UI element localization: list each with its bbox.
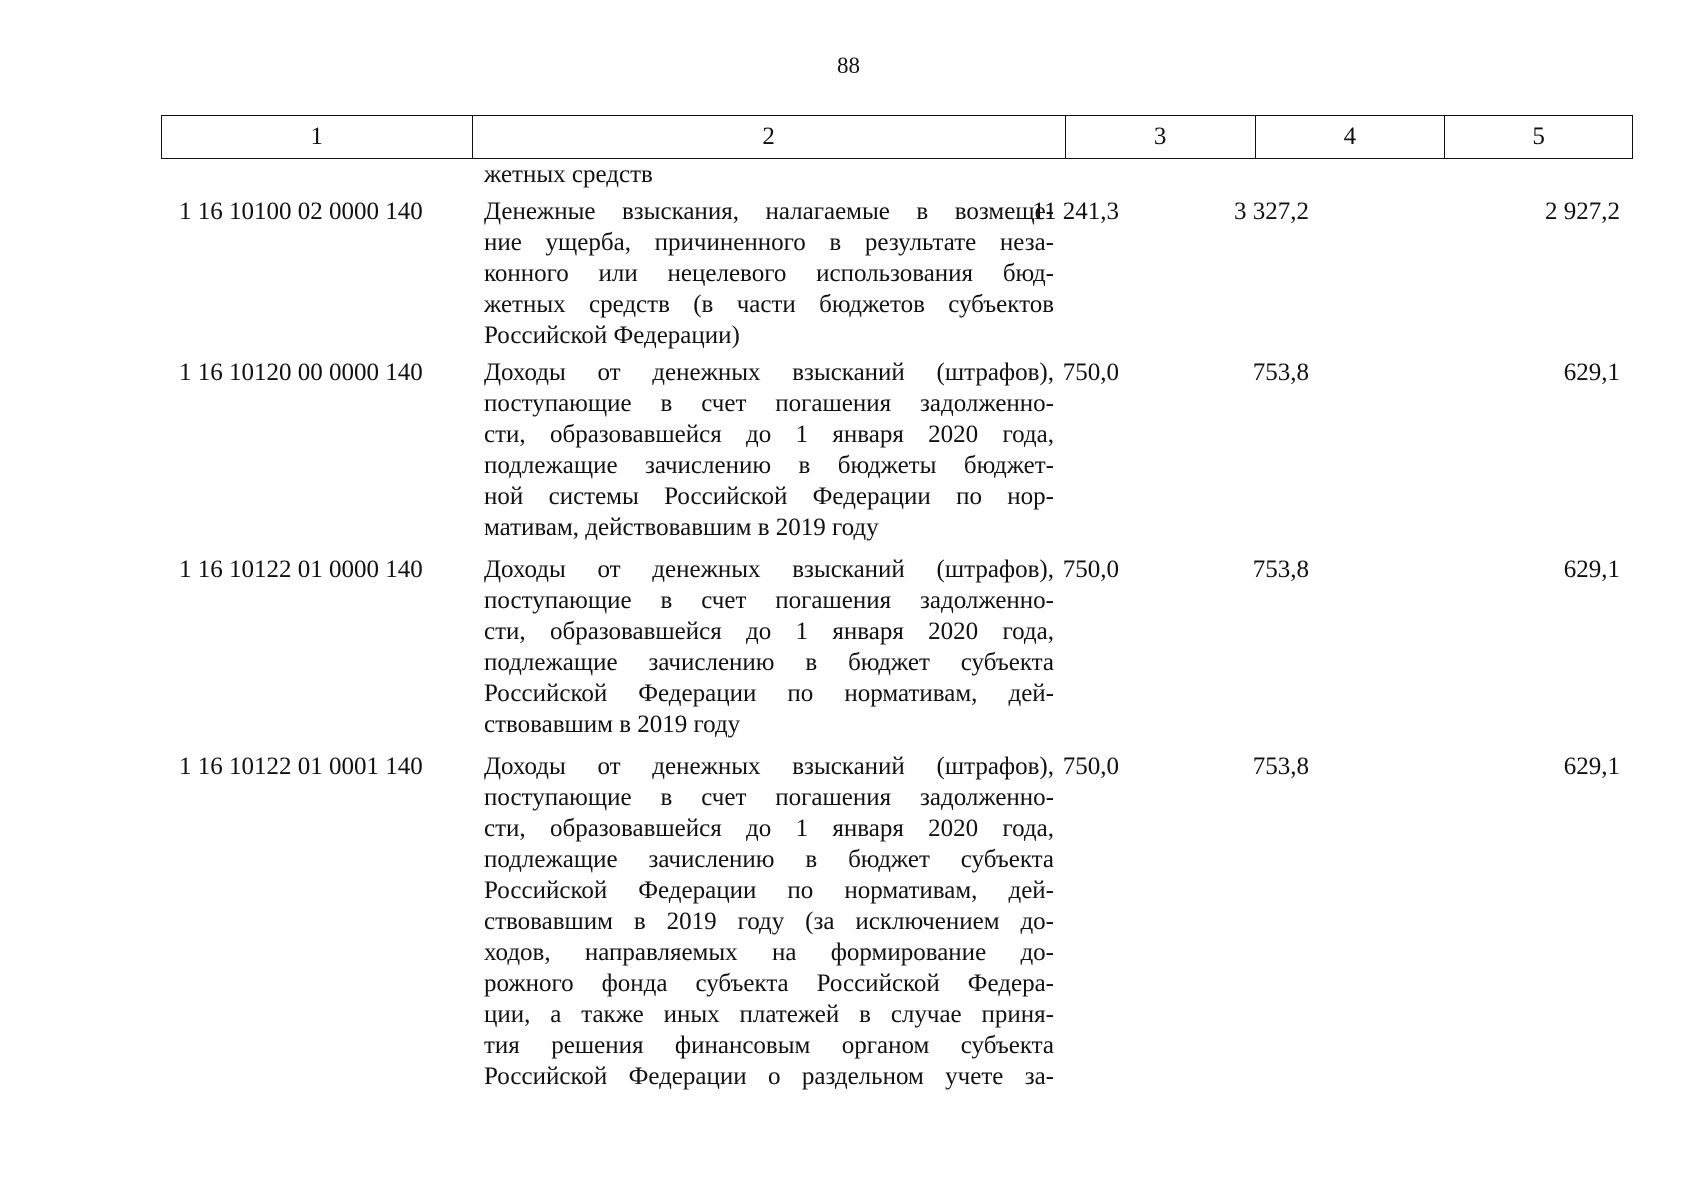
description-line: Российской Федерации о раздельном учете за- [484, 1063, 1054, 1090]
description-line: жетных средств [484, 161, 653, 188]
description-line: подлежащие зачислению в бюджеты бюджет- [484, 452, 1054, 479]
description-line: поступающие в счет погашения задолженно- [484, 390, 1054, 417]
value-col-5: 629,1 [1563, 359, 1620, 386]
description-line: рожного фонда субъекта Российской Федера- [484, 970, 1054, 997]
budget-code: 1 16 10120 00 0000 140 [179, 359, 423, 386]
row-description [484, 554, 1054, 740]
description-line: тия решения финансовым органом субъекта [484, 1032, 1054, 1059]
header-col-1: 1 [162, 116, 473, 158]
description-line: ствовавшим в 2019 году [484, 711, 741, 738]
description-line: ходов, направляемых на формирование до- [484, 939, 1054, 966]
description-line: Доходы от денежных взысканий (штрафов), [484, 556, 1054, 583]
description-line: ние ущерба, причиненного в результате неза- [484, 229, 1054, 256]
value-col-3: 750,0 [1062, 753, 1119, 780]
description-line: ствовавшим в 2019 году (за исключением до- [484, 908, 1054, 935]
value-col-3: 750,0 [1062, 359, 1119, 386]
value-col-4: 753,8 [1252, 753, 1309, 780]
value-col-5: 2 927,2 [1545, 198, 1620, 225]
description-line: сти, образовавшейся до 1 января 2020 года, [484, 421, 1054, 448]
description-line: подлежащие зачислению в бюджет субъекта [484, 846, 1054, 873]
description-line: поступающие в счет погашения задолженно- [484, 587, 1054, 614]
description-line: Российской Федерации по нормативам, дей- [484, 680, 1054, 707]
page-number: 88 [837, 53, 860, 78]
description-line: подлежащие зачислению в бюджет субъекта [484, 649, 1054, 676]
value-col-4: 753,8 [1252, 556, 1309, 583]
description-line: конного или нецелевого использования бюд- [484, 260, 1054, 287]
value-col-3: 11 241,3 [1032, 198, 1119, 225]
budget-code: 1 16 10122 01 0000 140 [179, 556, 423, 583]
description-line: Доходы от денежных взысканий (штрафов), [484, 753, 1054, 780]
description-line: Денежные взыскания, налагаемые в возмеще- [484, 198, 1054, 225]
header-col-2: 2 [473, 116, 1066, 158]
description-line: Российской Федерации) [484, 322, 740, 349]
description-line: ции, а также иных платежей в случае приня- [484, 1001, 1054, 1028]
description-line: Российской Федерации по нормативам, дей- [484, 877, 1054, 904]
description-line: ной системы Российской Федерации по нор- [484, 483, 1054, 510]
description-line: жетных средств (в части бюджетов субъектов [484, 291, 1054, 318]
header-col-3: 3 [1066, 116, 1256, 158]
header-col-5: 5 [1532, 123, 1545, 150]
continuation-text [484, 159, 1054, 190]
value-col-5: 629,1 [1563, 556, 1620, 583]
description-line: сти, образовавшейся до 1 января 2020 года, [484, 618, 1054, 645]
budget-code: 1 16 10100 02 0000 140 [179, 198, 423, 225]
row-description [484, 196, 1054, 351]
description-line: сти, образовавшейся до 1 января 2020 года, [484, 815, 1054, 842]
row-description [484, 751, 1054, 1092]
header-col-4: 4 [1256, 116, 1446, 158]
value-col-3: 750,0 [1062, 556, 1119, 583]
value-col-4: 3 327,2 [1234, 198, 1309, 225]
description-line: поступающие в счет погашения задолженно- [484, 784, 1054, 811]
value-col-5: 629,1 [1563, 753, 1620, 780]
value-col-4: 753,8 [1252, 359, 1309, 386]
table-header [161, 115, 1633, 159]
row-description [484, 357, 1054, 543]
description-line: Доходы от денежных взысканий (штрафов), [484, 359, 1054, 386]
budget-code: 1 16 10122 01 0001 140 [179, 753, 423, 780]
description-line: мативам, действовавшим в 2019 году [484, 514, 879, 541]
